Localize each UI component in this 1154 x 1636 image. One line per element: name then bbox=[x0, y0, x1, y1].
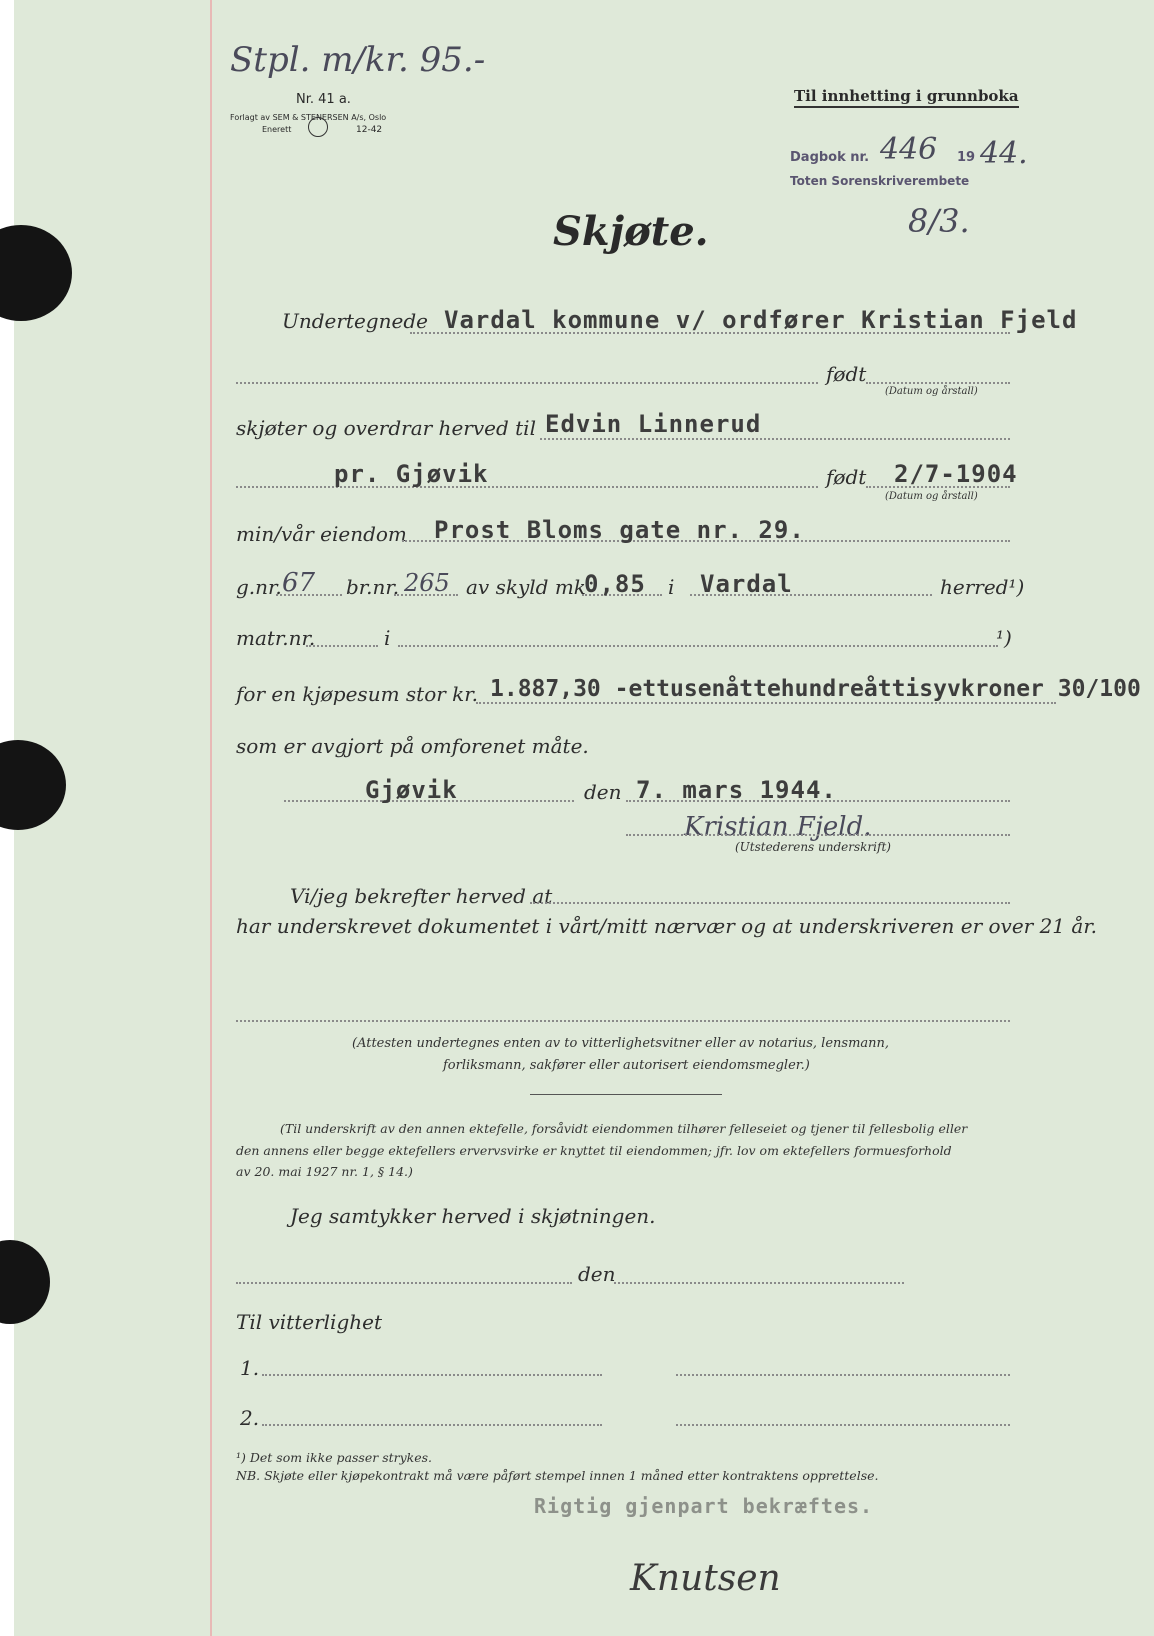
grantor-born-date-line bbox=[866, 382, 1010, 384]
date-value: 7. mars 1944. bbox=[636, 776, 837, 804]
matr-footnote-mark: ¹) bbox=[996, 626, 1012, 650]
price-label: for en kjøpesum stor kr. bbox=[236, 682, 479, 706]
grantor-value: Vardal kommune v/ ordfører Kristian Fjeld bbox=[444, 306, 1078, 334]
herred-i-label: i bbox=[668, 575, 675, 599]
place-value: Gjøvik bbox=[365, 776, 458, 804]
herred-value: Vardal bbox=[700, 570, 793, 598]
gnr-value: 67 bbox=[282, 568, 316, 598]
dagbok-date: 8/3. bbox=[908, 202, 970, 240]
witness-1-line-left bbox=[262, 1374, 602, 1376]
witness-confirm-line1: Vi/jeg bekrefter herved at bbox=[290, 884, 553, 908]
attest-note-line2: forliksmann, sakfører eller autorisert eiendomsmegler.) bbox=[443, 1058, 810, 1073]
grantee-address-line bbox=[236, 486, 818, 488]
grantee-born-value: 2/7-1904 bbox=[894, 460, 1018, 488]
grantor-born-hint: (Datum og årstall) bbox=[885, 386, 978, 397]
matr-line bbox=[306, 645, 378, 647]
spouse-note-line2: den annens eller begge ektefellers ervervsvirke er knyttet til eiendommen; jfr. lov om ektefellers formuesforhold bbox=[236, 1143, 952, 1158]
grantee-value: Edvin Linnerud bbox=[545, 410, 762, 438]
witness-1-number: 1. bbox=[240, 1356, 260, 1380]
grantee-label: skjøter og overdrar herved til bbox=[236, 416, 536, 440]
witness-confirm-line2: har underskrevet dokumentet i vårt/mitt nærvær og at underskriveren er over 21 år. bbox=[236, 914, 1098, 938]
dagbok-office: Toten Sorenskriverembete bbox=[790, 174, 970, 188]
paid-text: som er avgjort på omforenet måte. bbox=[236, 734, 589, 758]
vitterlighet-title: Til vitterlighet bbox=[236, 1310, 383, 1334]
matr-place-line bbox=[398, 645, 998, 647]
dagbok-year-prefix: 19 bbox=[957, 150, 976, 165]
gnr-label: g.nr. bbox=[236, 575, 282, 599]
copy-certification-stamp: Rigtig gjenpart bekræftes. bbox=[534, 1494, 874, 1518]
consent-den-label: den bbox=[578, 1262, 616, 1286]
witness-2-line-left bbox=[262, 1424, 602, 1426]
consent-text: Jeg samtykker herved i skjøtningen. bbox=[290, 1204, 656, 1228]
skyld-label: av skyld mk bbox=[466, 575, 586, 599]
herred-label: herred¹) bbox=[940, 575, 1025, 599]
registration-note: Til innhetting i grunnboka bbox=[794, 87, 1019, 108]
grantor-signature: Kristian Fjeld. bbox=[684, 812, 872, 842]
grantor-label: Undertegnede bbox=[282, 309, 428, 333]
spouse-note-line1: (Til underskrift av den annen ektefelle, forsåvidt eiendommen tilhører felleseiet og tjener til fellesbolig eller bbox=[280, 1121, 968, 1136]
spouse-note-line3: av 20. mai 1927 nr. 1, § 14.) bbox=[236, 1164, 413, 1179]
signature-line bbox=[626, 834, 1010, 836]
witness-2-line-right bbox=[676, 1424, 1010, 1426]
margin-line bbox=[210, 0, 212, 1636]
page-title: Skjøte. bbox=[553, 208, 709, 255]
brnr-value: 265 bbox=[404, 569, 450, 597]
consent-place-line bbox=[236, 1282, 572, 1284]
footnote-1: ¹) Det som ikke passer strykes. bbox=[236, 1450, 433, 1465]
publisher-logo-icon bbox=[308, 117, 328, 137]
grantee-address: pr. Gjøvik bbox=[334, 460, 489, 488]
form-date: 12-42 bbox=[356, 125, 383, 135]
consent-date-line bbox=[614, 1282, 904, 1284]
attest-signature-line bbox=[236, 1020, 1010, 1022]
price-line bbox=[476, 702, 1056, 704]
grantee-born-label: født bbox=[826, 465, 867, 489]
witness-2-number: 2. bbox=[240, 1406, 260, 1430]
grantee-born-hint: (Datum og årstall) bbox=[885, 491, 978, 502]
property-label: min/vår eiendom bbox=[236, 522, 407, 546]
attest-note-line1: (Attesten undertegnes enten av to vitterlighetsvitner eller av notarius, lensmann, bbox=[352, 1036, 890, 1051]
form-number: Nr. 41 a. bbox=[296, 92, 351, 107]
grantee-line bbox=[540, 438, 1010, 440]
grantor-born-line bbox=[236, 382, 818, 384]
footnote-nb: NB. Skjøte eller kjøpekontrakt må være påført stempel innen 1 måned etter kontraktens opprettelse. bbox=[236, 1468, 879, 1483]
witness-1-line-right bbox=[676, 1374, 1010, 1376]
matr-label: matr.nr. bbox=[236, 626, 316, 650]
dagbok-label: Dagbok nr. bbox=[790, 150, 870, 165]
enerett-label: Enerett bbox=[262, 125, 292, 134]
dagbok-number: 446 bbox=[880, 132, 938, 167]
skyld-value: 0,85 bbox=[584, 570, 646, 598]
property-value: Prost Bloms gate nr. 29. bbox=[434, 516, 805, 544]
copy-signature: Knutsen bbox=[630, 1558, 781, 1599]
dagbok-year-suffix: 44. bbox=[980, 136, 1028, 171]
handwritten-fee: Stpl. m/kr. 95.- bbox=[230, 40, 486, 80]
signature-label: (Utstederens underskrift) bbox=[735, 840, 891, 854]
grantor-born-label: født bbox=[826, 362, 867, 386]
witness-name-line bbox=[530, 902, 1010, 904]
section-divider bbox=[530, 1094, 722, 1095]
den-label: den bbox=[584, 780, 622, 804]
publisher-line: Forlagt av SEM & STENERSEN A/s, Oslo bbox=[230, 113, 387, 122]
price-value: 1.887,30 -ettusenåttehundreåttisyvkroner 30/100 bbox=[490, 676, 1141, 702]
brnr-label: br.nr. bbox=[346, 575, 400, 599]
matr-i-label: i bbox=[384, 626, 391, 650]
